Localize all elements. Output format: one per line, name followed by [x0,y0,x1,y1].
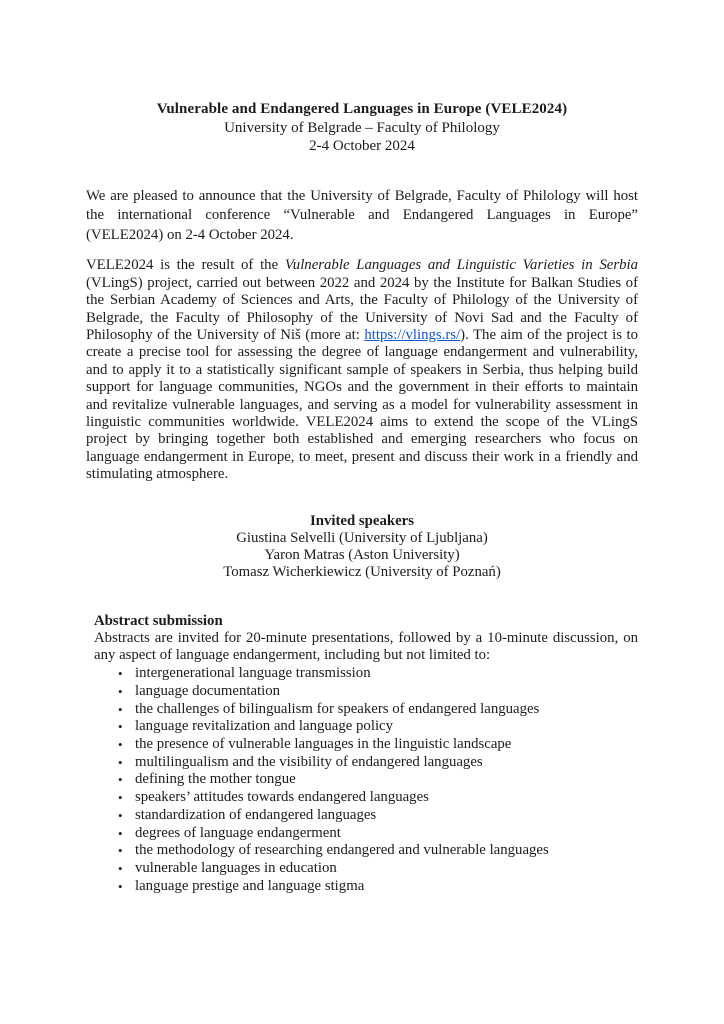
speaker-name: Yaron Matras (Aston University) [264,547,460,564]
bullet-icon: • [118,843,123,859]
invited-speakers-section [86,513,638,582]
paragraph-text: ). The aim of the project is to create a precise tool for assessing the degree of language endangerment and vulnerability, and to apply it to a statistically significant sample of speakers in Serbia, thus helping build support for language communities, NGOs and the government in their efforts to maintain and revitalize vulnerable languages, and serving as a model for vulnerability assessment in linguistic communities worldwide. VELE2024 aims to extend the scope of the VLingS project by bringing together both established and emerging researchers who focus on language endangerment in Europe, to meet, present and discuss their work in a friendly and stimulating atmosphere. [86,326,638,483]
topic-text: intergenerational language transmission [135,665,371,682]
topic-list-item [94,683,638,701]
topic-text: standardization of endangered languages [135,806,377,823]
speakers-list [86,530,638,582]
conference-title: Vulnerable and Endangered Languages in Europe (VELE2024) [156,101,568,117]
bullet-icon: • [118,666,123,682]
paragraph-text: VELE2024 is the result of the [86,257,285,274]
bullet-icon: • [118,737,123,753]
topic-list-item [94,789,638,807]
bullet-icon: • [118,772,123,788]
vlings-website-link[interactable]: https://vlings.rs/ [364,326,461,343]
abstract-submission-intro: Abstracts are invited for 20-minute presentations, followed by a 10-minute discussion, on any aspect of language endangerment, including but not limited to: [94,630,638,664]
topic-list-item [94,878,638,896]
bullet-icon: • [118,878,123,894]
topic-list-item [94,771,638,789]
topics-list [94,665,638,895]
topic-text: language prestige and language stigma [135,877,365,894]
project-title-italic: Vulnerable Languages and Linguistic Varieties in Serbia [284,257,638,274]
topic-list-item [94,665,638,683]
bullet-icon: • [118,754,123,770]
topic-text: multilingualism and the visibility of endangered languages [135,753,483,770]
topic-text: the presence of vulnerable languages in the linguistic landscape [135,736,512,753]
topic-list-item [94,825,638,843]
topic-list-item [94,754,638,772]
topic-text: the challenges of bilingualism for speakers of endangered languages [135,700,540,717]
topic-list-item [94,701,638,719]
speaker-name: Tomasz Wicherkiewicz (University of Poznań) [223,564,501,581]
speaker-name: Giustina Selvelli (University of Ljubljana) [236,529,488,546]
announcement-paragraph: We are pleased to announce that the University of Belgrade, Faculty of Philology will host the international conference “Vulnerable and Endangered Languages in Europe” (VELE2024) on 2-4 October 2024. [86,187,638,243]
document-header [86,100,638,156]
topic-text: language documentation [135,682,281,699]
abstract-submission-section [86,613,638,896]
bullet-icon: • [118,719,123,735]
conference-dates: 2-4 October 2024 [309,138,415,154]
bullet-icon: • [118,825,123,841]
topic-text: speakers’ attitudes towards endangered languages [135,789,429,806]
abstract-submission-heading: Abstract submission [94,612,223,629]
paragraph-text: (VLingS) project, carried out between 2022 and 2024 by the Institute for Balkan Studies of the Serbian Academy of Sciences and Arts, the Faculty of Philology of the University of Belgrade, the Faculty of Philosophy of the University of Novi Sad and the Faculty of Philosophy of the University of Niš (more at: [86,274,638,343]
topic-text: degrees of language endangerment [135,824,341,841]
host-institution: University of Belgrade – Faculty of Philology [224,119,500,136]
invited-speakers-heading: Invited speakers [310,512,414,529]
topic-list-item [94,860,638,878]
project-description-paragraph [86,257,638,483]
topic-list-item [94,718,638,736]
bullet-icon: • [118,860,123,876]
topic-text: the methodology of researching endangered and vulnerable languages [135,842,549,859]
topic-text: defining the mother tongue [135,771,296,788]
bullet-icon: • [118,807,123,823]
topic-list-item [94,842,638,860]
topic-text: language revitalization and language policy [135,718,394,735]
topic-text: vulnerable languages in education [135,859,337,876]
topic-list-item [94,807,638,825]
bullet-icon: • [118,683,123,699]
topic-list-item [94,736,638,754]
bullet-icon: • [118,701,123,717]
bullet-icon: • [118,790,123,806]
